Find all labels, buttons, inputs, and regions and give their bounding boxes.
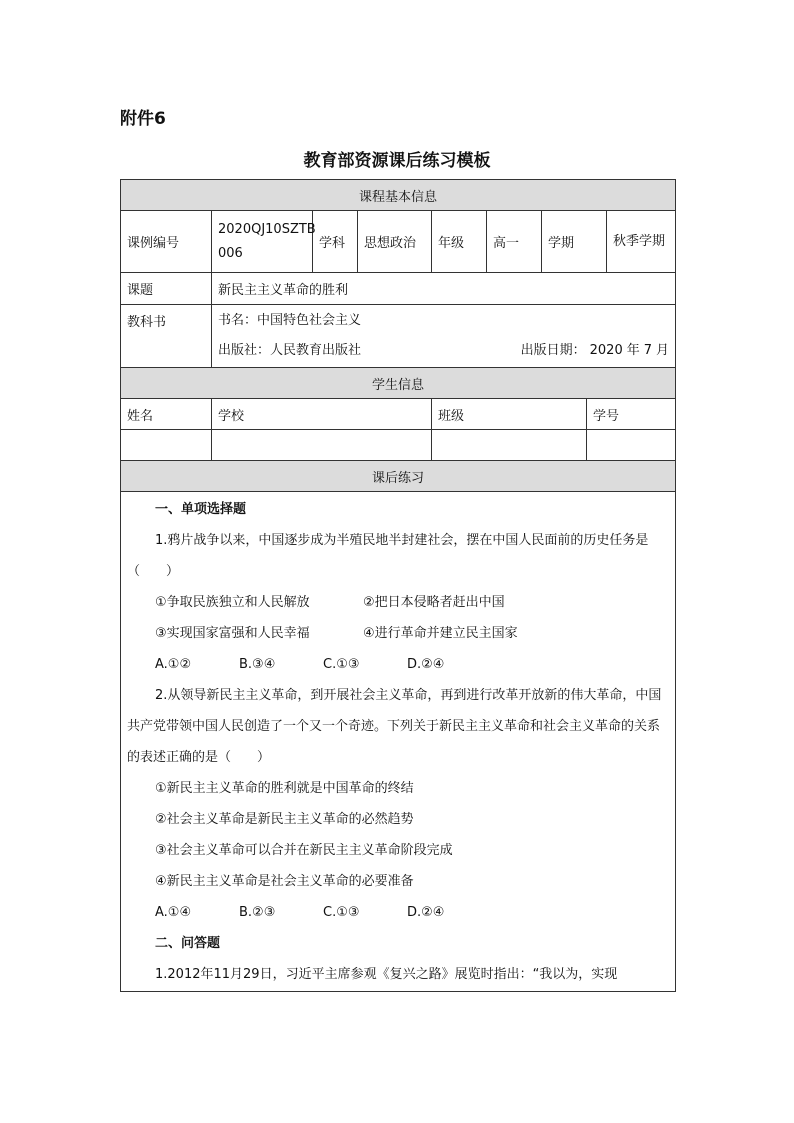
publisher: 出版社：人民教育出版社	[218, 343, 362, 358]
q2-choice-d: D.②④	[407, 904, 445, 920]
lesson-form-table	[120, 179, 676, 992]
q2-option-4: ④新民主主义革命是社会主义革命的必要准备	[155, 873, 414, 889]
course-code-value: 2020QJ10SZTB 006	[212, 211, 313, 273]
q2-stem: 2.从领导新民主主义革命，到开展社会主义革命，再到进行改革开放新的伟大革命，中国共产党带领中国人民创造了一个又一个奇迹。下列关于新民主主义革命和社会主义革命的关系的表述正确的是（ ）	[127, 687, 662, 765]
q1-choice-b: B.③④	[239, 656, 276, 672]
document-title: 教育部资源课后练习模板	[303, 151, 491, 171]
q2-choice-a: A.①④	[155, 904, 192, 920]
subject-label: 学科	[313, 211, 358, 273]
part2-heading: 二、问答题	[155, 935, 221, 951]
q1-option-1: ①争取民族独立和人民解放	[155, 594, 310, 610]
q1-choice-d: D.②④	[407, 656, 445, 672]
q1-options-row1	[127, 587, 669, 618]
student-class-label: 班级	[432, 399, 587, 430]
q1-option-4: ④进行革命并建立民主国家	[363, 625, 518, 641]
student-school-field[interactable]	[212, 430, 432, 461]
section-student-info: 学生信息	[121, 368, 676, 399]
q2-option-1: ①新民主主义革命的胜利就是中国革命的终结	[155, 780, 414, 796]
publisher-line	[218, 336, 669, 366]
section-course-info: 课程基本信息	[121, 180, 676, 211]
q1-choice-c: C.①③	[323, 656, 360, 672]
publish-month: 7	[643, 343, 653, 358]
exercise-content	[121, 492, 676, 992]
topic-value: 新民主主义革命的胜利	[212, 273, 676, 305]
q2-option-2: ②社会主义革命是新民主主义革命的必然趋势	[155, 811, 414, 827]
publish-year: 2020	[589, 343, 623, 358]
student-id-label: 学号	[587, 399, 676, 430]
grade-label: 年级	[432, 211, 487, 273]
textbook-label: 教科书	[121, 305, 212, 368]
course-code-label: 课例编号	[121, 211, 212, 273]
publish-date	[517, 336, 669, 366]
student-name-field[interactable]	[121, 430, 212, 461]
q2-choice-c: C.①③	[323, 904, 360, 920]
q1-options-row2	[127, 618, 669, 649]
textbook-info	[212, 305, 676, 368]
term-label: 学期	[542, 211, 607, 273]
student-id-field[interactable]	[587, 430, 676, 461]
q2-choice-b: B.②③	[239, 904, 276, 920]
year-unit: 年	[626, 343, 640, 358]
q2-option-3: ③社会主义革命可以合并在新民主主义革命阶段完成	[155, 842, 453, 858]
q1-choice-a: A.①②	[155, 656, 192, 672]
q3-stem: 1.2012年11月29日，习近平主席参观《复兴之路》展览时指出：“我以为，实现	[155, 966, 618, 982]
term-value: 秋季学期	[607, 211, 676, 273]
month-unit: 月	[656, 343, 670, 358]
q1-choices	[127, 649, 669, 680]
attachment-label: 附件6	[120, 109, 166, 129]
q1-option-3: ③实现国家富强和人民幸福	[155, 625, 310, 641]
subject-value: 思想政治	[358, 211, 432, 273]
grade-value: 高一	[487, 211, 542, 273]
q1-stem: 1.鸦片战争以来，中国逐步成为半殖民地半封建社会，摆在中国人民面前的历史任务是（ ）	[127, 532, 649, 579]
publish-date-label: 出版日期：	[520, 343, 586, 358]
student-school-label: 学校	[212, 399, 432, 430]
q2-choices	[127, 897, 669, 928]
student-name-label: 姓名	[121, 399, 212, 430]
q1-option-2: ②把日本侵略者赶出中国	[363, 594, 505, 610]
book-name: 书名：中国特色社会主义	[218, 313, 362, 328]
part1-heading: 一、单项选择题	[155, 501, 247, 517]
topic-label: 课题	[121, 273, 212, 305]
section-exercises: 课后练习	[121, 461, 676, 492]
student-class-field[interactable]	[432, 430, 587, 461]
